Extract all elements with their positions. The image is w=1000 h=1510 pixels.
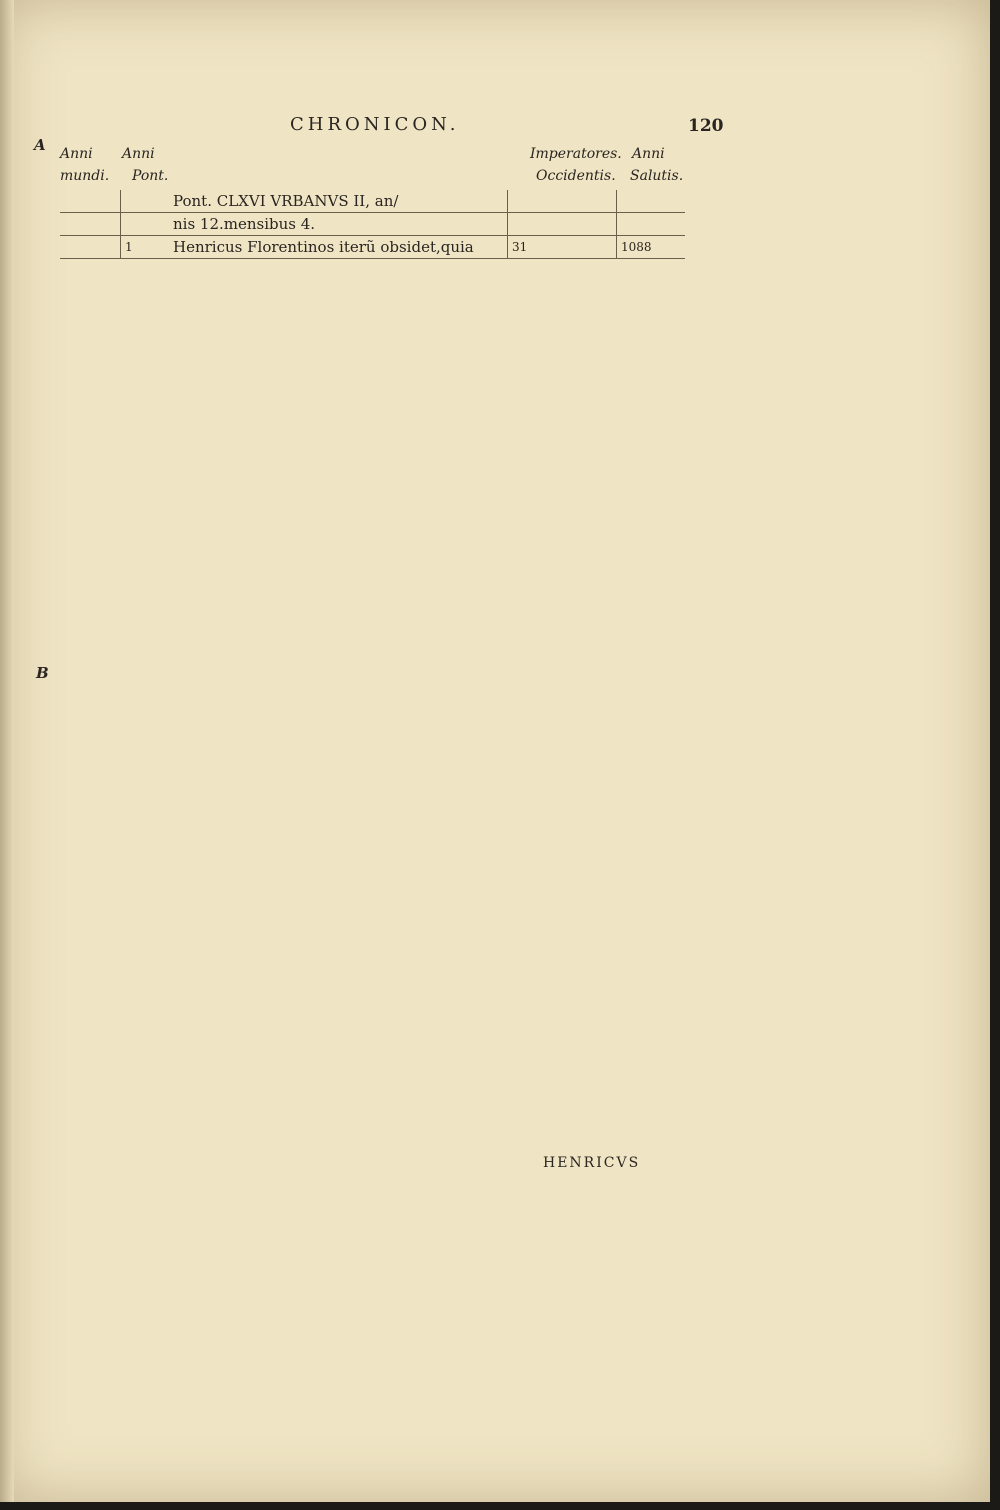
cell-salutis <box>617 190 686 213</box>
cell-anni-pont <box>121 213 170 236</box>
margin-mark-a: A <box>34 136 46 154</box>
folio-number: 120 <box>688 116 724 136</box>
catchword: HENRICVS <box>543 1155 641 1171</box>
cell-occidentis <box>508 190 617 213</box>
col-anni-3: Anni <box>632 146 665 162</box>
cell-occidentis <box>508 213 617 236</box>
cell-anni-pont <box>121 190 170 213</box>
cell-text: Henricus Florentinos iterũ obsidet,quia <box>169 236 508 259</box>
running-head: CHRONICON. <box>290 114 460 135</box>
cell-salutis: 1088 <box>617 236 686 259</box>
chronicle-table <box>60 190 685 259</box>
cell-anni-mundi <box>60 190 121 213</box>
table-row <box>60 213 685 236</box>
cell-text: nis 12.mensibus 4. <box>169 213 508 236</box>
cell-text: Pont. CLXVI VRBANVS II, an/ <box>169 190 508 213</box>
col-imperatores-sub: Occidentis. <box>536 168 616 184</box>
col-imperatores: Imperatores. <box>530 146 622 162</box>
cell-anni-mundi <box>60 213 121 236</box>
page-edge <box>0 0 14 1502</box>
cell-anni-pont: 1 <box>121 236 170 259</box>
margin-mark-b: B <box>36 664 49 682</box>
col-anni-2: Anni <box>122 146 155 162</box>
col-anni-1-sub: mundi. <box>60 168 110 184</box>
cell-occidentis: 31 <box>508 236 617 259</box>
col-anni-2-sub: Pont. <box>132 168 169 184</box>
cell-anni-mundi <box>60 236 121 259</box>
col-anni-1: Anni <box>60 146 93 162</box>
table-row <box>60 190 685 213</box>
col-anni-3-sub: Salutis. <box>630 168 684 184</box>
table-row <box>60 236 685 259</box>
cell-salutis <box>617 213 686 236</box>
